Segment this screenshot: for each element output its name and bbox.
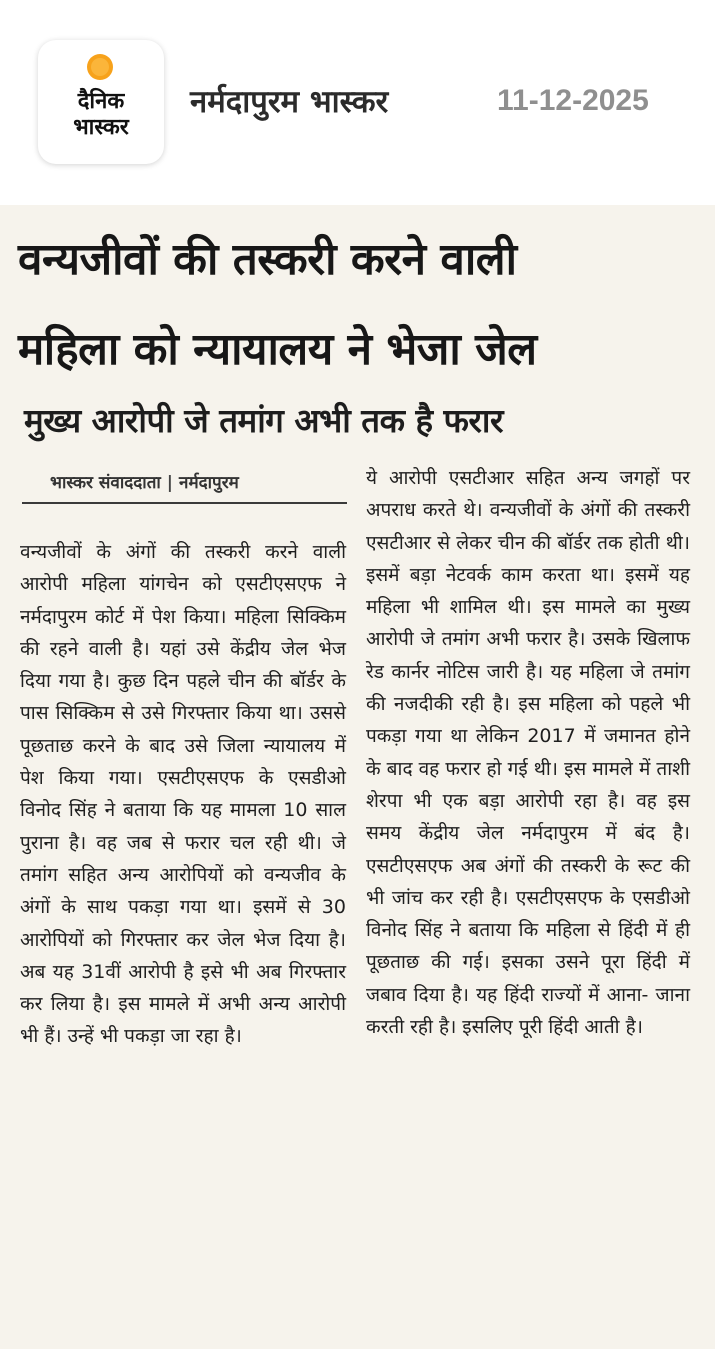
article-column-right: ये आरोपी एसटीआर सहित अन्य जगहों पर अपराध करते थे। वन्यजीवों के अंगों की तस्करी एसटीआर से लेकर चीन की बॉर्डर तक होती थी। इसमें बड़ा नेटवर्क काम करता था। इसमें यह महिला भी शामिल थी। इस मामले का मुख्य आरोपी जे तमांग अभी फरार है। उसके खिलाफ रेड कार्नर नोटिस जारी है। यह महिला जे तमांग की नजदीकी रही है। इस महिला को पहले भी पकड़ा गया था लेकिन 2017 में जमानत होने के बाद वह फरार हो गई थी। इस मामले में ताशी शेरपा भी एक बड़ा आरोपी रहा है। वह इस समय केंद्रीय जेल नर्मदापुरम में बंद है। एसटीएसएफ अब अंगों की तस्करी के रूट की भी जांच कर रही है। एसटीएसएफ के एसडीओ विनोद सिंह ने बताया कि महिला से हिंदी में ही पूछताछ की गई। इसका उसने पूरा हिंदी में जबाव दिया है। यह हिंदी राज्यों में आना- जाना करती रही है। इसलिए पूरी हिंदी आती है।	[366, 467, 690, 1039]
headline-line-1: वन्यजीवों की तस्करी करने वाली	[18, 234, 517, 285]
dainik-bhaskar-logo[interactable]	[38, 40, 164, 164]
article-column-left: वन्यजीवों के अंगों की तस्करी करने वाली आरोपी महिला यांगचेन को एसटीएसएफ ने नर्मदापुरम कोर्ट में पेश किया। महिला सिक्किम की रहने वाली है। यहां उसे केंद्रीय जेल भेज दिया गया है। कुछ दिन पहले चीन की बॉर्डर के पास सिक्किम से उसे गिरफ्तार किया था। उससे पूछताछ करने के बाद उसे जिला न्यायालय में पेश किया गया। एसटीएसएफ के एसडीओ विनोद सिंह ने बताया कि यह मामला 10 साल पुराना है। वह जब से फरार चल रही थी। जे तमांग सहित अन्य आरोपियों को वन्यजीव के अंगों के साथ पकड़ा गया था। इसमें से 30 आरोपियों को गिरफ्तार कर जेल भेज दिया है। अब यह 31वीं आरोपी है इसे भी अब गिरफ्तार कर लिया है। इस मामले में अभी अन्य आरोपी भी हैं। उन्हें भी पकड़ा जा रहा है।	[20, 541, 346, 1048]
byline-rule	[22, 502, 347, 504]
byline-reporter: भास्कर संवाददाता	[50, 473, 161, 493]
headline-line-2: महिला को न्यायालय ने भेजा जेल	[18, 324, 537, 375]
logo-text-line1: दैनिक	[77, 89, 125, 114]
edition-title: नर्मदापुरम भास्कर	[190, 84, 389, 120]
edition-date: 11-12-2025	[497, 84, 649, 117]
logo-text-line2: भास्कर	[73, 115, 129, 140]
sun-icon	[85, 52, 115, 82]
byline-separator: |	[166, 473, 174, 493]
subheadline: मुख्य आरोपी जे तमांग अभी तक है फरार	[24, 401, 503, 440]
byline-place: नर्मदापुरम	[179, 473, 239, 493]
app-header	[0, 0, 715, 200]
byline	[50, 470, 239, 493]
